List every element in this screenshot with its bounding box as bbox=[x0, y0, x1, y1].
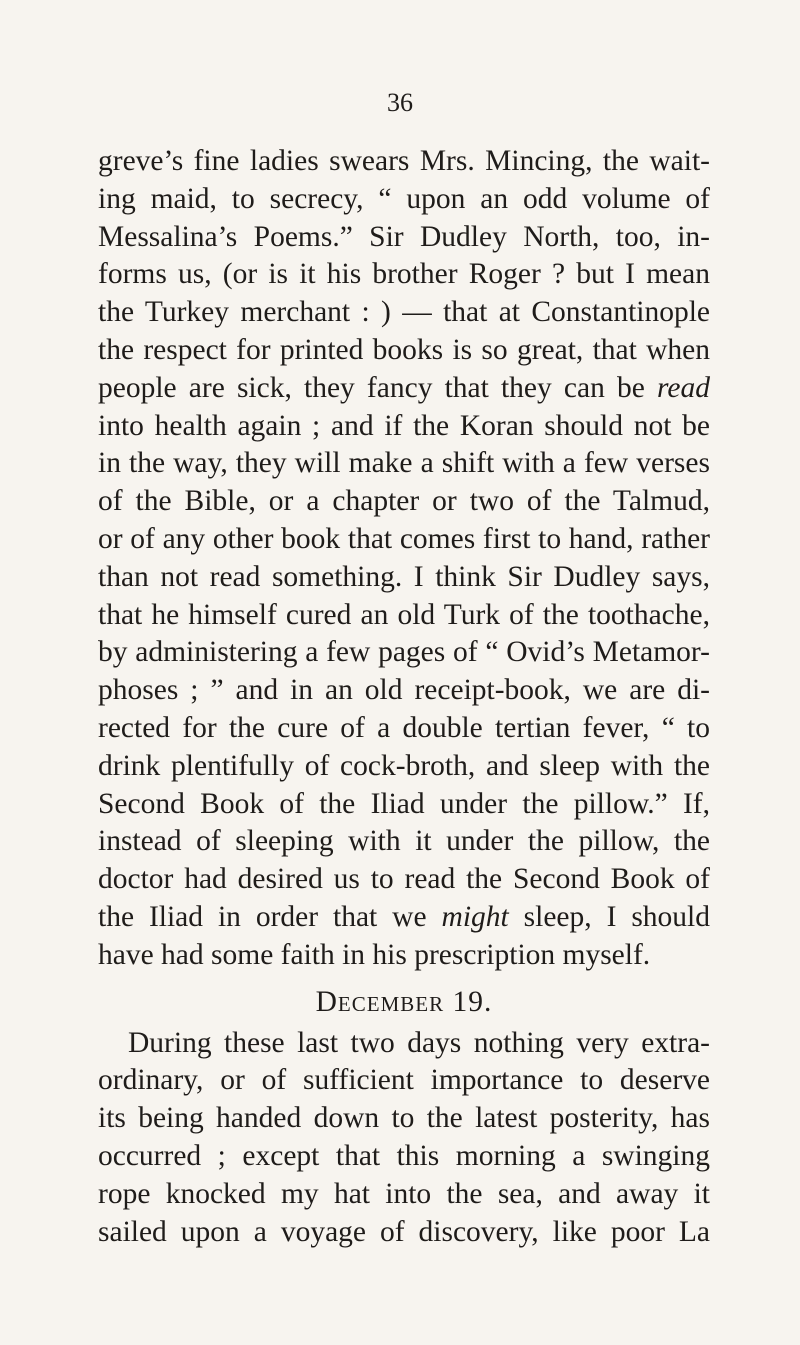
text-line: or of any other book that comes first to hand, rather bbox=[98, 522, 710, 555]
italic-word: read bbox=[657, 371, 710, 404]
section-heading: December 19. bbox=[315, 985, 493, 1018]
page-number: 36 bbox=[387, 88, 413, 117]
text-line: sailed upon a voyage of discovery, like poor La bbox=[98, 1215, 710, 1248]
text-segment: sleep, I should bbox=[508, 900, 710, 933]
text-line: in the way, they will make a shift with a few verses bbox=[98, 447, 710, 480]
text-line: than not read something. I think Sir Dudley says, bbox=[98, 560, 710, 593]
text-line: drink plentifully of cock-broth, and sleep with the bbox=[98, 749, 710, 782]
text-line: its being handed down to the latest posterity, has bbox=[98, 1102, 710, 1135]
text-segment: people are sick, they fancy that they can be bbox=[98, 371, 658, 404]
text-line: that he himself cured an old Turk of the toothache, bbox=[98, 598, 710, 631]
text-line: Second Book of the Iliad under the pillow.” If, bbox=[98, 787, 710, 820]
text-segment: the Iliad in order that we bbox=[98, 900, 442, 933]
text-line: by administering a few pages of “ Ovid’s Metamor- bbox=[98, 636, 710, 669]
text-line: ing maid, to secrecy, “ upon an odd volume of bbox=[98, 182, 710, 215]
text-line bbox=[98, 899, 710, 937]
text-line: have had some faith in his prescription myself. bbox=[98, 938, 651, 971]
italic-word: might bbox=[441, 900, 509, 933]
text-line: occurred ; except that this morning a swinging bbox=[98, 1139, 710, 1172]
text-line: the Turkey merchant : ) — that at Constantinople bbox=[98, 296, 710, 329]
text-line: doctor had desired us to read the Second Book of bbox=[98, 863, 710, 896]
text-line: rope knocked my hat into the sea, and away it bbox=[98, 1177, 710, 1210]
text-line: into health again ; and if the Koran should not be bbox=[98, 409, 710, 442]
text-line: During these last two days nothing very extra- bbox=[128, 1026, 710, 1059]
text-line: phoses ; ” and in an old receipt-book, we are di- bbox=[98, 674, 710, 707]
text-line: the respect for printed books is so great, that when bbox=[98, 333, 710, 366]
text-line: ordinary, or of sufficient importance to deserve bbox=[98, 1064, 710, 1097]
text-line: of the Bible, or a chapter or two of the Talmud, bbox=[98, 485, 710, 518]
paragraph-1 bbox=[98, 143, 710, 975]
text-line bbox=[98, 370, 710, 408]
paragraph-2 bbox=[98, 1025, 710, 1252]
page-text bbox=[98, 143, 710, 1251]
text-line: rected for the cure of a double tertian fever, “ to bbox=[98, 711, 710, 744]
text-line: Messalina’s Poems.” Sir Dudley North, too, in- bbox=[98, 220, 710, 253]
text-line: greve’s fine ladies swears Mrs. Mincing, the wait- bbox=[98, 145, 710, 177]
text-line: forms us, (or is it his brother Roger ? but I mean bbox=[98, 258, 710, 291]
text-line: instead of sleeping with it under the pillow, the bbox=[98, 825, 710, 858]
